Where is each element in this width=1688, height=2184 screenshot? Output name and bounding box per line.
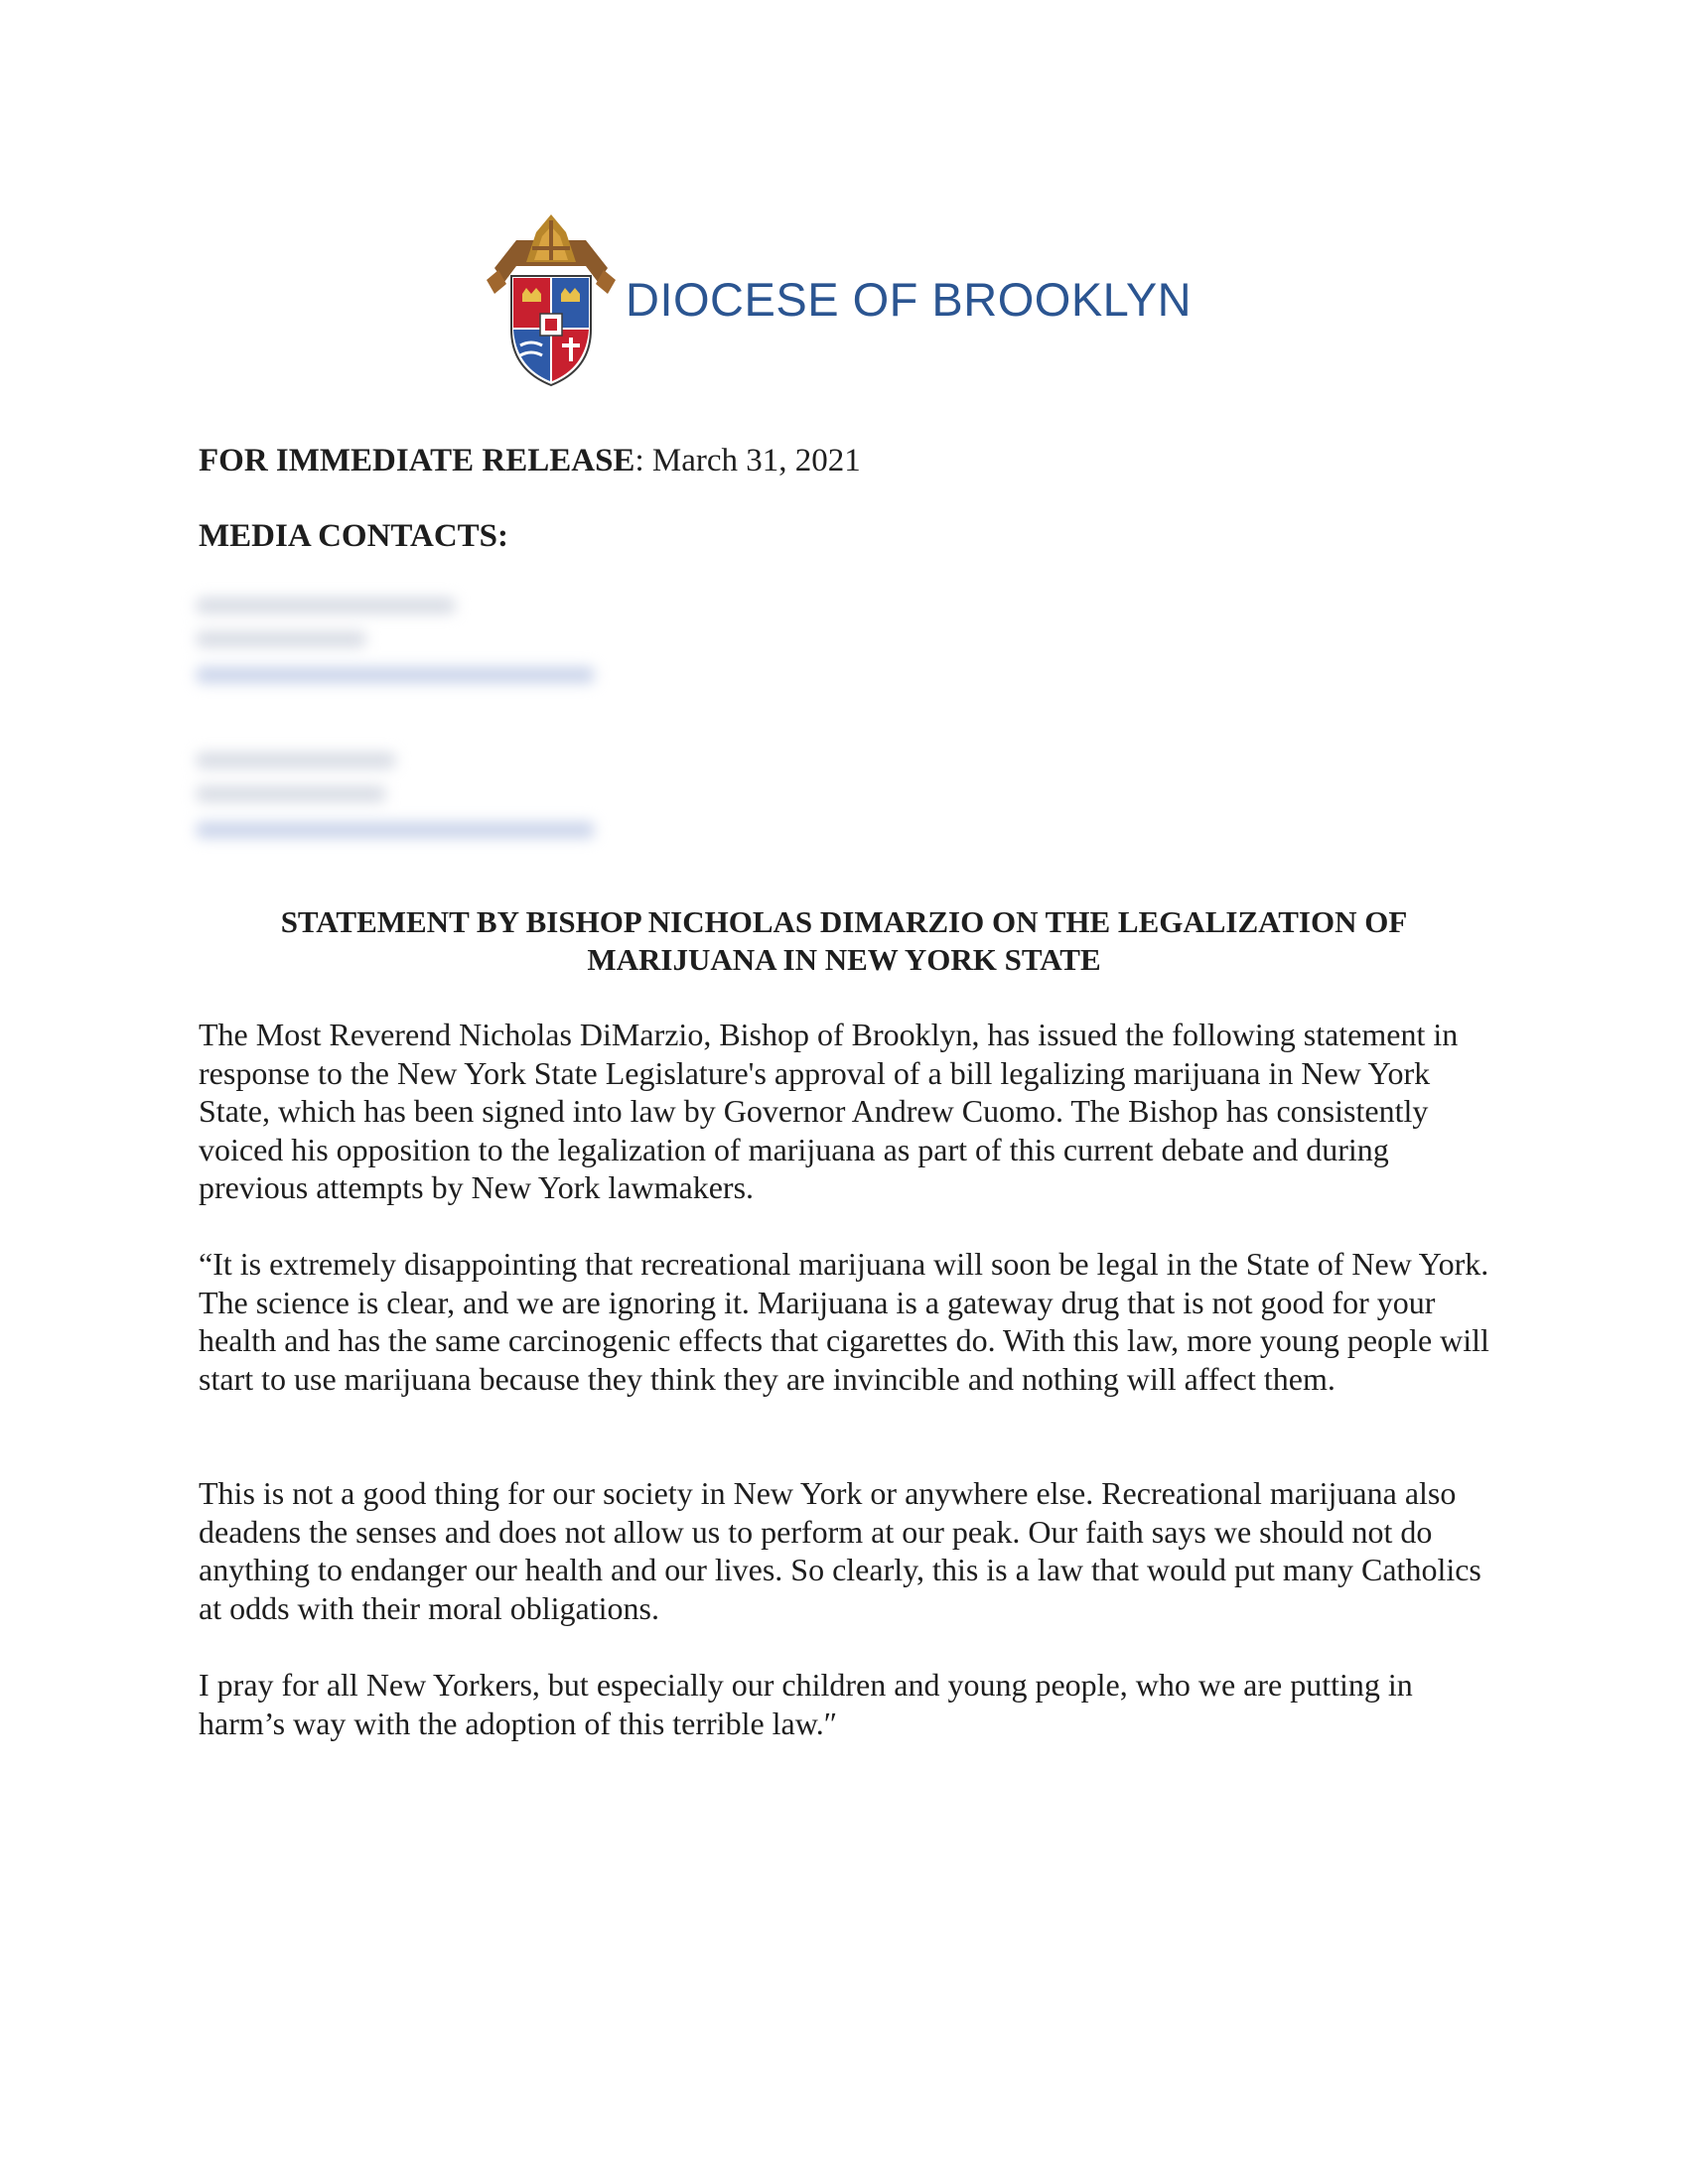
diocese-name: DIOCESE OF BROOKLYN [626, 273, 1193, 326]
release-label: FOR IMMEDIATE RELEASE [199, 443, 635, 478]
redacted-line [197, 786, 385, 802]
release-line [199, 443, 861, 479]
body-paragraph: I pray for all New Yorkers, but especially our children and young people, who we are putting in harm’s way with the adoption of this terrible law.″ [199, 1667, 1413, 1741]
media-contacts-heading: MEDIA CONTACTS: [199, 518, 509, 554]
redacted-line [197, 667, 594, 683]
body-paragraph: “It is extremely disappointing that recreational marijuana will soon be legal in the State of New York. The science is clear, and we are ignoring it. Marijuana is a gateway drug that is not good for your health and has the same carcinogenic effects that cigarettes do. With this law, more young people will start to use marijuana because they think they are invincible and nothing will affect them. [199, 1246, 1489, 1397]
letterhead [487, 210, 1201, 389]
redacted-line [197, 631, 365, 647]
redacted-contact-2 [197, 747, 614, 866]
statement-title: STATEMENT BY BISHOP NICHOLAS DIMARZIO ON THE LEGALIZATION OF MARIJUANA IN NEW YORK STATE [280, 904, 1408, 977]
redacted-line [197, 822, 594, 838]
release-date: : March 31, 2021 [634, 443, 861, 478]
redacted-line [197, 598, 455, 614]
redacted-contact-1 [197, 592, 614, 711]
body-paragraph: The Most Reverend Nicholas DiMarzio, Bishop of Brooklyn, has issued the following statement in response to the New York State Legislature's approval of a bill legalizing marijuana in New York State, which has been signed into law by Governor Andrew Cuomo. The Bishop has consistently voiced his opposition to the legalization of marijuana as part of this current debate and during previous attempts by New York lawmakers. [199, 1017, 1459, 1205]
diocese-crest-icon [487, 210, 616, 389]
redacted-line [197, 752, 395, 768]
body-paragraph: This is not a good thing for our society in New York or anywhere else. Recreational marijuana also deadens the senses and does not allow us to perform at our peak. Our faith says we should not do anything to endanger our health and our lives. So clearly, this is a law that would put many Catholics at odds with their moral obligations. [199, 1475, 1481, 1626]
